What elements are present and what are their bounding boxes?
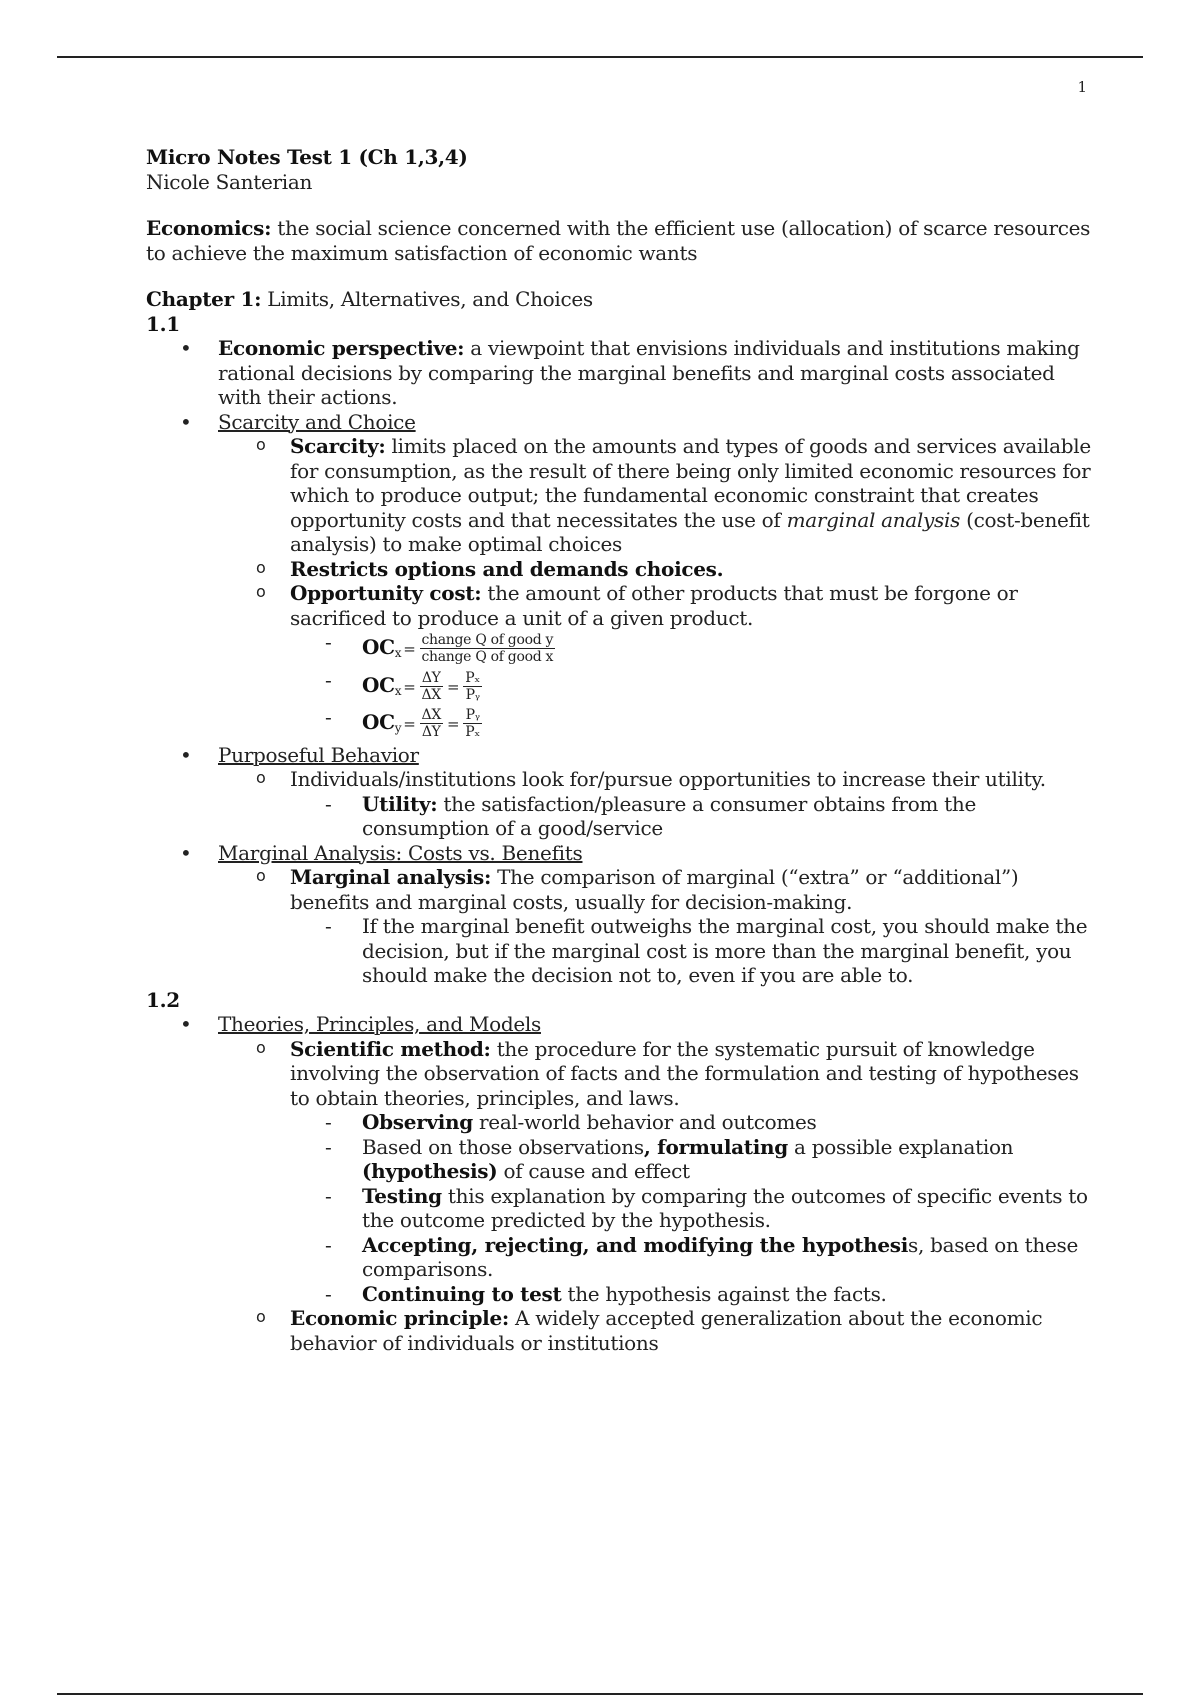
list-item: o Individuals/institutions look for/pursue opportunities to increase their utility. - Utility: the satisfaction/pleasure a consumer obtains from the consumption of a good/service <box>218 767 1092 841</box>
list-item <box>146 841 1092 988</box>
formula-ocx-2: - $OC_x$ = $\frac{\Delta Y}{\Delta X}$ = $\frac{\text{Pₓ}}{\text{Pᵧ}}$ <box>290 668 1092 706</box>
formula-ocx-1: - $OC_x$ = $\frac{\text{change Q of good y}}{\text{change Q of good x}}$ <box>290 630 1092 668</box>
list-item: • Economic perspective: a viewpoint that envisions individuals and institutions making rational decisions by comparing the marginal benefits and marginal costs associated with their actions. <box>146 336 1092 410</box>
list-item: - Testing this explanation by comparing the outcomes of specific events to the outcome predicted by the hypothesis. <box>290 1184 1092 1233</box>
list-item: - Utility: the satisfaction/pleasure a consumer obtains from the consumption of a good/service <box>290 792 1092 841</box>
page-number: 1 <box>1077 78 1087 96</box>
list-item <box>146 1012 1092 1355</box>
section-label-1-2: 1.2 <box>146 987 180 1012</box>
section-1-2-list <box>146 1012 1092 1355</box>
document-body <box>146 145 1092 1355</box>
list-item: - Accepting, rejecting, and modifying the hypothesis, based on these comparisons. <box>290 1233 1092 1282</box>
purposeful-heading: Purposeful Behavior <box>218 742 419 767</box>
economics-definition: Economics: the social science concerned with the efficient use (allocation) of scarce resources to achieve the maximum satisfaction of economic wants <box>146 216 1091 265</box>
list-item: o Marginal analysis: The comparison of marginal (“extra” or “additional”) benefits and marginal costs, usually for decision-making. - If the marginal benefit outweighs the marginal cost, you should make the decision, but if the marginal cost is more than the marginal benefit, you should make the decision not to, even if you are able to. <box>218 865 1092 988</box>
list-item: o Opportunity cost: the amount of other products that must be forgone or sacrificed to produce a unit of a given product. - $OC_x$ = $\frac{\text{change Q of good y}}{\text{change Q of good x}}$ - $OC_x$ = $\frac{\Delta Y}{\Delta X}$ = $\frac{\text{Pₓ}}{\text{Pᵧ}}$ - $OC_y$ = $\frac{\Delta X}{\Delta Y}$ = $\frac{\text{Pᵧ}}{\text{Pₓ}}$ <box>218 581 1092 743</box>
list-item <box>146 410 1092 743</box>
marginal-heading: Marginal Analysis: Costs vs. Benefits <box>218 840 583 865</box>
list-item <box>146 743 1092 841</box>
doc-title: Micro Notes Test 1 (Ch 1,3,4) <box>146 145 468 169</box>
theories-heading: Theories, Principles, and Models <box>218 1012 541 1036</box>
list-item: - Based on those observations, formulating a possible explanation (hypothesis) of cause and effect <box>290 1135 1092 1184</box>
chapter-heading: Chapter 1: Limits, Alternatives, and Choices <box>146 287 593 311</box>
section-label-1-1: 1.1 <box>146 311 180 336</box>
list-item: - If the marginal benefit outweighs the marginal cost, you should make the decision, but if the marginal cost is more than the marginal benefit, you should make the decision not to, even if you are able to. <box>290 914 1092 988</box>
list-item: - Continuing to test the hypothesis against the facts. <box>290 1282 1092 1307</box>
list-item: - Observing real-world behavior and outcomes <box>290 1110 1092 1135</box>
section-1-1-list <box>146 336 1092 988</box>
bottom-rule <box>57 1693 1143 1695</box>
scarcity-heading: Scarcity and Choice <box>218 409 416 434</box>
formula-ocy: - $OC_y$ = $\frac{\Delta X}{\Delta Y}$ = $\frac{\text{Pᵧ}}{\text{Pₓ}}$ <box>290 705 1092 743</box>
top-rule <box>57 56 1143 58</box>
list-item: o Scientific method: the procedure for the systematic pursuit of knowledge involving the observation of facts and the formulation and testing of hypotheses to obtain theories, principles, and laws. - Observing real-world behavior and outcomes - Based on those observations, formulating a possible explanation (hypothesis) of cause and effect - Testing this explanation by comparing the outcomes of specific events to the outcome predicted by the hypothesis. - Accepting, rejecting, and modifying the hypothesis, based on these comparisons. - Continuing to test the hypothesis against the facts. <box>218 1037 1092 1307</box>
list-item: o Scarcity: limits placed on the amounts and types of goods and services available for consumption, as the result of there being only limited economic resources for which to produce output; the fundamental economic constraint that creates opportunity costs and that necessitates the use of marginal analysis (cost-benefit analysis) to make optimal choices <box>218 434 1092 557</box>
list-item: o Restricts options and demands choices. <box>218 557 1092 582</box>
list-item: o Economic principle: A widely accepted generalization about the economic behavior of individuals or institutions <box>218 1306 1092 1355</box>
doc-author: Nicole Santerian <box>146 169 313 194</box>
